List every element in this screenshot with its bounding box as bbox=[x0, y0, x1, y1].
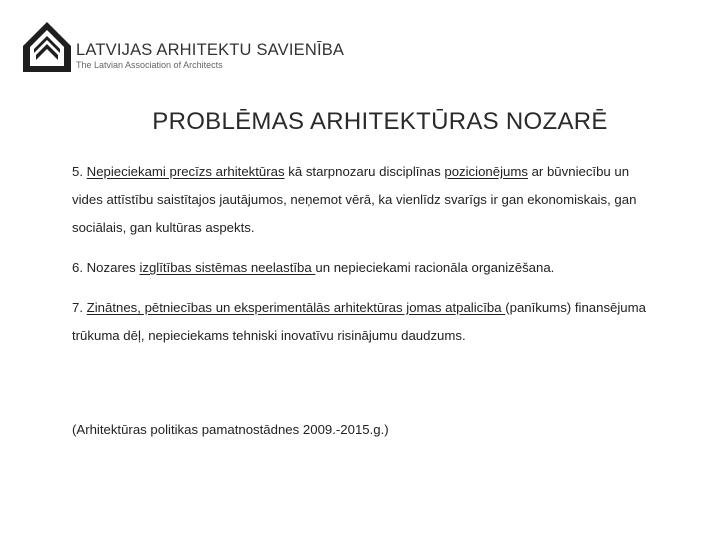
item-text: (panīkums) finansējuma trūkuma dēļ, nepieciekams tehniski inovatīvu risinājumu daudzums. bbox=[72, 300, 646, 343]
association-subtitle: The Latvian Association of Architects bbox=[76, 60, 223, 70]
underlined-phrase: pozicionējums bbox=[444, 164, 528, 179]
item-number: 6. Nozares bbox=[72, 260, 140, 275]
list-item-5 bbox=[72, 158, 662, 242]
page-title: PROBLĒMAS ARHITEKTŪRAS NOZARĒ bbox=[152, 108, 608, 135]
underlined-phrase: Nepieciekami precīzs arhitektūras bbox=[86, 164, 285, 179]
list-item-6 bbox=[72, 254, 662, 282]
association-logo bbox=[22, 20, 345, 72]
item-text: ar būvniecību un vides attīstību saistītajos jautājumos, neņemot vērā, ka vienlīdz svarīgs ir gan ekonomiskais, gan sociālais, gan kultūras aspekts. bbox=[72, 164, 637, 235]
underlined-phrase: Zinātnes, pētniecības un eksperimentālās arhitektūras jomas atpalicība bbox=[86, 300, 506, 315]
item-text: un nepieciekami racionāla organizēšana. bbox=[315, 260, 555, 275]
house-roof-icon bbox=[22, 20, 72, 72]
association-name: LATVIJAS ARHITEKTU SAVIENĪBA bbox=[76, 41, 345, 59]
item-text: kā starpnozaru disciplīnas bbox=[284, 164, 445, 179]
item-number: 5. bbox=[72, 164, 87, 179]
list-item-7 bbox=[72, 294, 662, 350]
problems-list bbox=[72, 158, 662, 456]
item-number: 7. bbox=[72, 300, 87, 315]
source-citation: (Arhitektūras politikas pamatnostādnes 2009.-2015.g.) bbox=[72, 422, 389, 437]
underlined-phrase: izglītības sistēmas neelastība bbox=[139, 260, 316, 275]
